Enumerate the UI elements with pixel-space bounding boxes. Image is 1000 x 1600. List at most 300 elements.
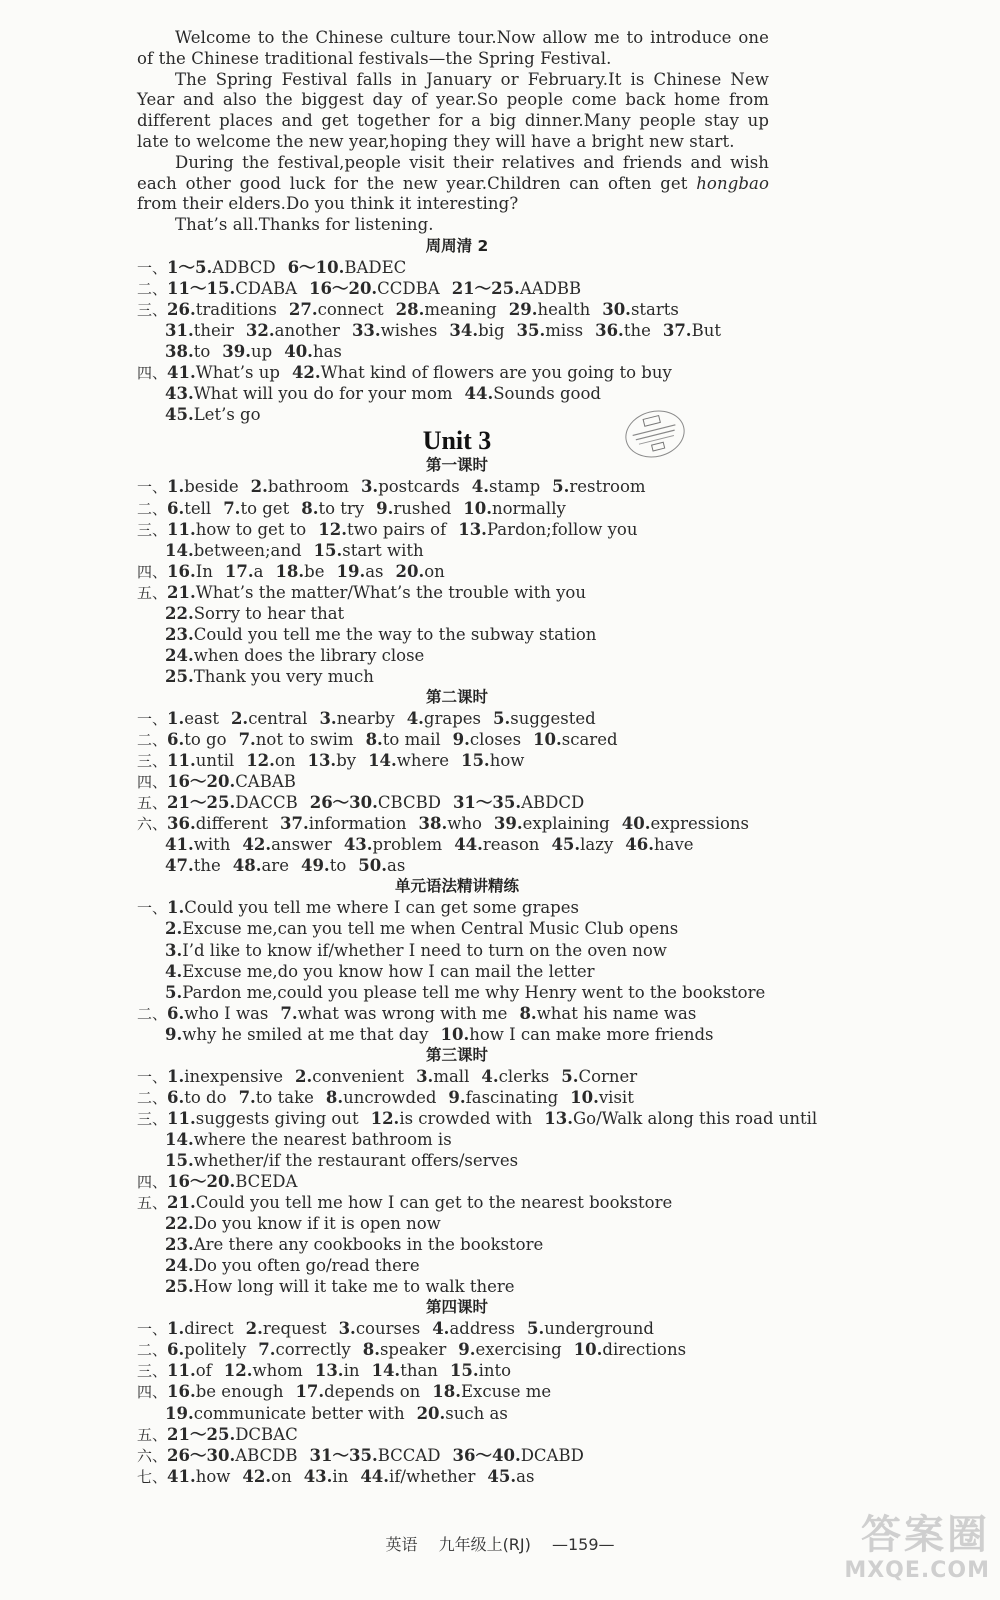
answer-item bbox=[167, 499, 211, 518]
question-number: 45. bbox=[165, 405, 194, 425]
answer-text: as bbox=[386, 856, 406, 876]
answer-item bbox=[167, 1004, 268, 1023]
answer-text: into bbox=[478, 1361, 512, 1381]
question-number: 6～10. bbox=[287, 258, 345, 278]
question-number: 39. bbox=[222, 342, 252, 362]
answer-text: another bbox=[274, 321, 340, 341]
question-number: 4. bbox=[432, 1319, 450, 1339]
question-group-number: 一、 bbox=[137, 1067, 168, 1086]
question-number: 2. bbox=[245, 1319, 263, 1339]
question-number: 16～20. bbox=[309, 279, 378, 299]
answer-text: health bbox=[537, 300, 591, 320]
answer-text: What will you do for your mom bbox=[193, 384, 453, 404]
question-group-number: 四、 bbox=[137, 773, 168, 792]
answer-text: CDABA bbox=[235, 279, 297, 299]
answer-text: Pardon;follow you bbox=[486, 519, 638, 539]
answer-item bbox=[225, 562, 264, 581]
question-number: 13. bbox=[314, 1361, 344, 1381]
answer-item bbox=[167, 477, 239, 496]
answer-text: clerks bbox=[498, 1066, 550, 1086]
answer-item bbox=[165, 1151, 518, 1170]
answer-row bbox=[137, 729, 777, 750]
answer-text: scared bbox=[561, 730, 618, 750]
answer-row bbox=[137, 362, 777, 383]
answer-item bbox=[310, 793, 441, 812]
question-group-number: 六、 bbox=[137, 815, 168, 834]
answer-item bbox=[326, 1088, 437, 1107]
answer-item bbox=[319, 709, 394, 728]
answer-row bbox=[137, 897, 777, 918]
answer-text: Sounds good bbox=[493, 384, 601, 404]
question-group-number: 二、 bbox=[137, 1004, 168, 1023]
question-number: 45. bbox=[487, 1466, 517, 1486]
question-group-number: 五、 bbox=[137, 583, 168, 602]
answer-item bbox=[246, 1319, 327, 1338]
question-number: 11. bbox=[167, 1108, 196, 1128]
question-number: 8. bbox=[301, 498, 319, 518]
question-group-number: 四、 bbox=[137, 1383, 168, 1402]
answer-item bbox=[167, 1467, 230, 1486]
question-number: 7. bbox=[223, 498, 241, 518]
question-number: 14. bbox=[368, 751, 397, 771]
answer-text: bathroom bbox=[267, 477, 349, 497]
question-group-number: 三、 bbox=[137, 1362, 168, 1381]
answer-item bbox=[301, 499, 364, 518]
answer-text: suggests giving out bbox=[195, 1108, 359, 1128]
answer-item bbox=[318, 520, 446, 539]
answer-text: until bbox=[195, 751, 235, 771]
answer-item bbox=[167, 709, 219, 728]
answer-text: on bbox=[274, 751, 296, 771]
answer-text: CABAB bbox=[235, 772, 296, 792]
answer-item bbox=[167, 814, 268, 833]
question-number: 3. bbox=[416, 1066, 434, 1086]
question-number: 5. bbox=[493, 708, 511, 728]
answer-row bbox=[137, 792, 777, 813]
answer-text: Could you tell me where I can get some grapes bbox=[184, 898, 579, 918]
question-number: 25. bbox=[165, 666, 194, 686]
answer-text: mall bbox=[433, 1066, 470, 1086]
question-number: 15. bbox=[313, 540, 343, 560]
question-group-number: 二、 bbox=[137, 499, 168, 518]
answer-item bbox=[493, 709, 596, 728]
answer-row bbox=[137, 1171, 777, 1192]
question-number: 2. bbox=[295, 1066, 313, 1086]
question-number: 6. bbox=[167, 498, 185, 518]
answer-row bbox=[137, 1445, 777, 1466]
question-number: 10. bbox=[570, 1087, 599, 1107]
answer-row bbox=[137, 498, 777, 519]
question-number: 16～20. bbox=[167, 772, 236, 792]
answer-item bbox=[246, 751, 295, 770]
answer-item bbox=[167, 1193, 672, 1212]
answer-row bbox=[137, 982, 777, 1003]
question-group-number: 三、 bbox=[137, 520, 168, 539]
question-number: 44. bbox=[454, 835, 483, 855]
question-number: 47. bbox=[165, 856, 194, 876]
answer-text: have bbox=[654, 835, 694, 855]
answer-text: exercising bbox=[475, 1340, 562, 1360]
answer-text: correctly bbox=[275, 1340, 351, 1360]
answer-item bbox=[165, 983, 765, 1002]
question-number: 3. bbox=[319, 708, 337, 728]
answer-text: DACCB bbox=[235, 793, 298, 813]
answer-item bbox=[239, 1088, 314, 1107]
question-number: 16. bbox=[167, 1382, 196, 1402]
answer-row bbox=[137, 476, 777, 497]
question-number: 7. bbox=[238, 730, 256, 750]
answer-text: ADBCD bbox=[212, 258, 276, 278]
answer-text: suggested bbox=[510, 708, 596, 728]
question-group-number: 五、 bbox=[137, 794, 168, 813]
answer-text: But bbox=[691, 321, 721, 341]
answer-item bbox=[165, 1025, 429, 1044]
answer-text: CBCBD bbox=[377, 793, 441, 813]
question-number: 15. bbox=[165, 1150, 194, 1170]
answer-text: big bbox=[478, 321, 505, 341]
answer-item bbox=[551, 835, 613, 854]
answer-text: to bbox=[329, 856, 347, 876]
answer-row bbox=[137, 582, 777, 603]
answer-text: on bbox=[271, 1466, 292, 1486]
answer-item bbox=[167, 1088, 227, 1107]
question-number: 23. bbox=[165, 624, 194, 644]
answer-text: I’d like to know if/whether I need to turn on the oven now bbox=[182, 940, 667, 960]
answer-item bbox=[165, 941, 667, 960]
question-number: 36. bbox=[167, 814, 196, 834]
question-number: 5. bbox=[527, 1319, 545, 1339]
answer-item bbox=[167, 520, 306, 539]
question-number: 1. bbox=[167, 477, 185, 497]
answer-item bbox=[314, 541, 424, 560]
answer-text: where the nearest bathroom is bbox=[193, 1129, 452, 1149]
question-number: 13. bbox=[307, 751, 337, 771]
question-number: 37. bbox=[662, 321, 692, 341]
answer-text: who I was bbox=[184, 1003, 269, 1023]
question-number: 20. bbox=[416, 1403, 446, 1423]
answer-item bbox=[416, 1067, 469, 1086]
answer-text: address bbox=[449, 1319, 515, 1339]
answer-item bbox=[233, 856, 289, 875]
answer-row bbox=[137, 1318, 777, 1339]
answer-row bbox=[137, 1192, 777, 1213]
question-number: 15. bbox=[449, 1361, 479, 1381]
answer-item bbox=[368, 751, 449, 770]
answer-item bbox=[165, 405, 261, 424]
answer-row bbox=[137, 940, 777, 961]
question-number: 12. bbox=[318, 519, 347, 539]
answer-text: Pardon me,could you please tell me why Henry went to the bookstore bbox=[182, 982, 766, 1002]
answer-item bbox=[165, 384, 453, 403]
question-number: 2. bbox=[230, 708, 249, 728]
answer-text: normally bbox=[492, 498, 566, 518]
question-number: 1～5. bbox=[167, 258, 213, 278]
answer-text: uncrowded bbox=[343, 1087, 437, 1107]
answer-item bbox=[165, 1277, 515, 1296]
answer-row bbox=[137, 1403, 777, 1424]
passage-paragraph bbox=[137, 153, 769, 215]
answer-text: information bbox=[308, 814, 407, 834]
answer-item bbox=[165, 856, 221, 875]
answer-item bbox=[165, 342, 210, 361]
answer-row bbox=[137, 918, 777, 939]
question-number: 8. bbox=[325, 1087, 344, 1107]
answer-text: central bbox=[248, 708, 308, 728]
answer-text: reason bbox=[482, 835, 540, 855]
watermark-logo bbox=[800, 1512, 990, 1592]
answer-text: as bbox=[365, 561, 384, 581]
question-group-number: 一、 bbox=[137, 709, 168, 728]
answer-text: grapes bbox=[423, 708, 482, 728]
answer-text: meaning bbox=[424, 300, 497, 320]
answer-item bbox=[452, 279, 581, 298]
question-number: 31～35. bbox=[309, 1445, 378, 1465]
answer-text: AADBB bbox=[519, 279, 582, 299]
question-number: 40. bbox=[284, 342, 313, 362]
question-number: 16～20. bbox=[167, 1172, 236, 1192]
section-heading: 周周清 2 bbox=[425, 237, 489, 255]
answer-item bbox=[449, 321, 504, 340]
answer-item bbox=[363, 1340, 447, 1359]
answer-item bbox=[275, 562, 324, 581]
question-number: 27. bbox=[288, 300, 318, 320]
answer-row bbox=[137, 1066, 777, 1087]
footer-subject: 英语 bbox=[385, 1535, 418, 1554]
answer-text: between;and bbox=[193, 540, 302, 560]
question-group-number: 三、 bbox=[137, 301, 168, 320]
question-number: 7. bbox=[258, 1340, 276, 1360]
answer-item bbox=[295, 1382, 420, 1401]
question-group-number: 四、 bbox=[137, 1173, 168, 1192]
answer-row bbox=[137, 708, 777, 729]
answer-text: problem bbox=[372, 835, 443, 855]
question-number: 10. bbox=[463, 498, 492, 518]
answer-text: DCBAC bbox=[235, 1424, 298, 1444]
answer-item bbox=[223, 499, 289, 518]
answer-text: Could you tell me how I can get to the nearest bookstore bbox=[195, 1193, 673, 1213]
unit-title: Unit 3 bbox=[422, 426, 492, 456]
answer-text: as bbox=[516, 1466, 535, 1486]
answer-item bbox=[167, 279, 297, 298]
answer-text: when does the library close bbox=[193, 645, 425, 665]
answer-item bbox=[595, 321, 651, 340]
question-number: 43. bbox=[165, 384, 194, 404]
question-number: 26～30. bbox=[167, 1445, 236, 1465]
question-number: 14. bbox=[371, 1361, 401, 1381]
answer-text: direct bbox=[184, 1319, 234, 1339]
question-number: 4. bbox=[481, 1066, 499, 1086]
section-heading: 第三课时 bbox=[425, 1045, 488, 1064]
answer-item bbox=[167, 1425, 298, 1444]
answer-item bbox=[339, 1319, 421, 1338]
question-group-number: 二、 bbox=[137, 1088, 168, 1107]
question-number: 21～25. bbox=[451, 279, 520, 299]
answer-text: connect bbox=[317, 300, 384, 320]
answer-item bbox=[407, 709, 481, 728]
answer-text: expressions bbox=[650, 814, 749, 834]
passage-paragraph: The Spring Festival falls in January or February.It is Chinese New Year and also the biggest day of year.So people come back home from different places and get together for a big dinner.Many people stay up late to welcome the new year,hoping they will have a bright new start. bbox=[137, 69, 769, 151]
answer-row bbox=[137, 1108, 818, 1129]
answer-row bbox=[137, 1003, 777, 1024]
answer-text: on bbox=[424, 561, 445, 581]
question-number: 8. bbox=[519, 1003, 537, 1023]
answer-text: such as bbox=[445, 1403, 508, 1423]
question-number: 3. bbox=[165, 940, 183, 960]
answer-text: Excuse me,can you tell me when Central Music Club opens bbox=[182, 919, 679, 939]
answer-item bbox=[453, 793, 584, 812]
question-number: 9. bbox=[376, 498, 394, 518]
answer-row bbox=[137, 1276, 777, 1297]
question-number: 1. bbox=[167, 1066, 185, 1086]
question-number: 10. bbox=[573, 1340, 603, 1360]
answer-row bbox=[137, 961, 777, 982]
answer-row bbox=[137, 299, 777, 320]
answer-text: Are there any cookbooks in the bookstore bbox=[193, 1235, 544, 1255]
question-number: 34. bbox=[449, 321, 479, 341]
answer-item bbox=[167, 1340, 246, 1359]
answer-text: is crowded with bbox=[399, 1108, 533, 1128]
answer-text: their bbox=[193, 321, 234, 341]
answer-item bbox=[463, 499, 566, 518]
answer-item bbox=[167, 583, 586, 602]
answer-row bbox=[137, 1255, 777, 1276]
question-number: 8. bbox=[365, 730, 383, 750]
answer-item bbox=[167, 751, 234, 770]
answer-item bbox=[167, 730, 227, 749]
question-number: 9. bbox=[458, 1340, 476, 1360]
question-number: 5. bbox=[552, 477, 570, 497]
question-number: 6. bbox=[167, 730, 185, 750]
answer-item bbox=[494, 814, 610, 833]
answer-item bbox=[167, 562, 213, 581]
question-number: 10. bbox=[440, 1024, 470, 1044]
answer-row bbox=[137, 750, 777, 771]
answer-item bbox=[465, 384, 601, 403]
answer-text: How long will it take me to walk there bbox=[193, 1277, 515, 1297]
answer-row bbox=[137, 1466, 777, 1487]
answer-text: In bbox=[195, 561, 213, 581]
question-number: 12. bbox=[370, 1108, 400, 1128]
question-number: 3. bbox=[360, 477, 379, 497]
answer-item bbox=[167, 793, 298, 812]
question-number: 8. bbox=[362, 1340, 380, 1360]
answer-item bbox=[417, 1404, 508, 1423]
answer-text: traditions bbox=[195, 300, 277, 320]
answer-text: miss bbox=[545, 321, 584, 341]
question-number: 36～40. bbox=[452, 1445, 521, 1465]
answer-text: rushed bbox=[393, 498, 452, 518]
question-group-number: 二、 bbox=[137, 280, 168, 299]
question-number: 42. bbox=[291, 363, 321, 383]
answer-item bbox=[165, 1404, 405, 1423]
question-number: 4. bbox=[165, 961, 183, 981]
answer-text: whom bbox=[252, 1361, 303, 1381]
question-number: 26. bbox=[167, 300, 196, 320]
answer-text: are bbox=[261, 856, 289, 876]
question-group-number: 五、 bbox=[137, 1194, 168, 1213]
footer-grade: 九年级上(RJ) bbox=[438, 1535, 531, 1554]
answer-item bbox=[280, 814, 407, 833]
answer-text: where bbox=[396, 751, 449, 771]
question-number: 41. bbox=[165, 835, 194, 855]
answer-item bbox=[165, 667, 374, 686]
question-number: 14. bbox=[165, 540, 194, 560]
question-number: 7. bbox=[280, 1003, 298, 1023]
answer-row bbox=[137, 1024, 777, 1045]
answer-item bbox=[509, 300, 590, 319]
question-number: 13. bbox=[544, 1108, 573, 1128]
answer-item bbox=[165, 321, 234, 340]
question-number: 11. bbox=[167, 751, 196, 771]
answer-item bbox=[295, 1067, 404, 1086]
answer-row bbox=[137, 771, 777, 792]
question-group-number: 一、 bbox=[137, 259, 168, 278]
question-number: 44. bbox=[360, 1466, 390, 1486]
question-number: 43. bbox=[343, 835, 373, 855]
answer-item bbox=[258, 1340, 350, 1359]
answer-item bbox=[544, 1109, 817, 1128]
answer-item bbox=[561, 1067, 637, 1086]
answer-text: visit bbox=[598, 1087, 634, 1107]
answer-item bbox=[376, 499, 451, 518]
question-number: 10. bbox=[533, 730, 562, 750]
answer-item bbox=[432, 1319, 515, 1338]
question-number: 4. bbox=[471, 477, 490, 497]
answer-text: has bbox=[312, 342, 342, 362]
answer-item bbox=[224, 1361, 303, 1380]
question-number: 33. bbox=[351, 321, 381, 341]
answer-row bbox=[137, 320, 777, 341]
answer-item bbox=[432, 1382, 551, 1401]
answer-text: up bbox=[251, 342, 273, 362]
answer-row bbox=[137, 1339, 777, 1360]
answer-row bbox=[137, 561, 777, 582]
question-number: 9. bbox=[448, 1087, 466, 1107]
question-number: 4. bbox=[406, 708, 424, 728]
answer-text: to bbox=[193, 342, 211, 362]
answer-item bbox=[396, 300, 497, 319]
answer-item bbox=[280, 1004, 507, 1023]
answer-item bbox=[304, 1467, 349, 1486]
question-group-number: 一、 bbox=[137, 1320, 168, 1339]
footer-page-number: —159— bbox=[551, 1535, 615, 1554]
question-number: 19. bbox=[165, 1403, 194, 1423]
question-number: 6. bbox=[167, 1003, 185, 1023]
answer-item bbox=[165, 625, 596, 644]
answer-item bbox=[371, 1361, 437, 1380]
answer-text: postcards bbox=[378, 477, 460, 497]
answer-text: in bbox=[332, 1466, 349, 1486]
question-number: 29. bbox=[508, 300, 538, 320]
question-group-number: 七、 bbox=[137, 1467, 168, 1486]
passage bbox=[137, 28, 769, 236]
question-number: 5. bbox=[561, 1066, 579, 1086]
answer-item bbox=[625, 835, 693, 854]
question-number: 42. bbox=[242, 1466, 272, 1486]
question-number: 31～35. bbox=[452, 793, 522, 813]
answer-item bbox=[527, 1319, 654, 1338]
answer-row bbox=[137, 645, 777, 666]
answer-row bbox=[137, 519, 777, 540]
question-number: 16. bbox=[167, 561, 196, 581]
watermark-brand: 答案圈 bbox=[861, 1512, 990, 1558]
question-number: 35. bbox=[516, 321, 546, 341]
answer-text: who bbox=[447, 814, 482, 834]
answer-item bbox=[310, 1446, 441, 1465]
answer-text: depends on bbox=[324, 1382, 421, 1402]
answer-item bbox=[309, 279, 440, 298]
answer-text: to try bbox=[318, 498, 365, 518]
